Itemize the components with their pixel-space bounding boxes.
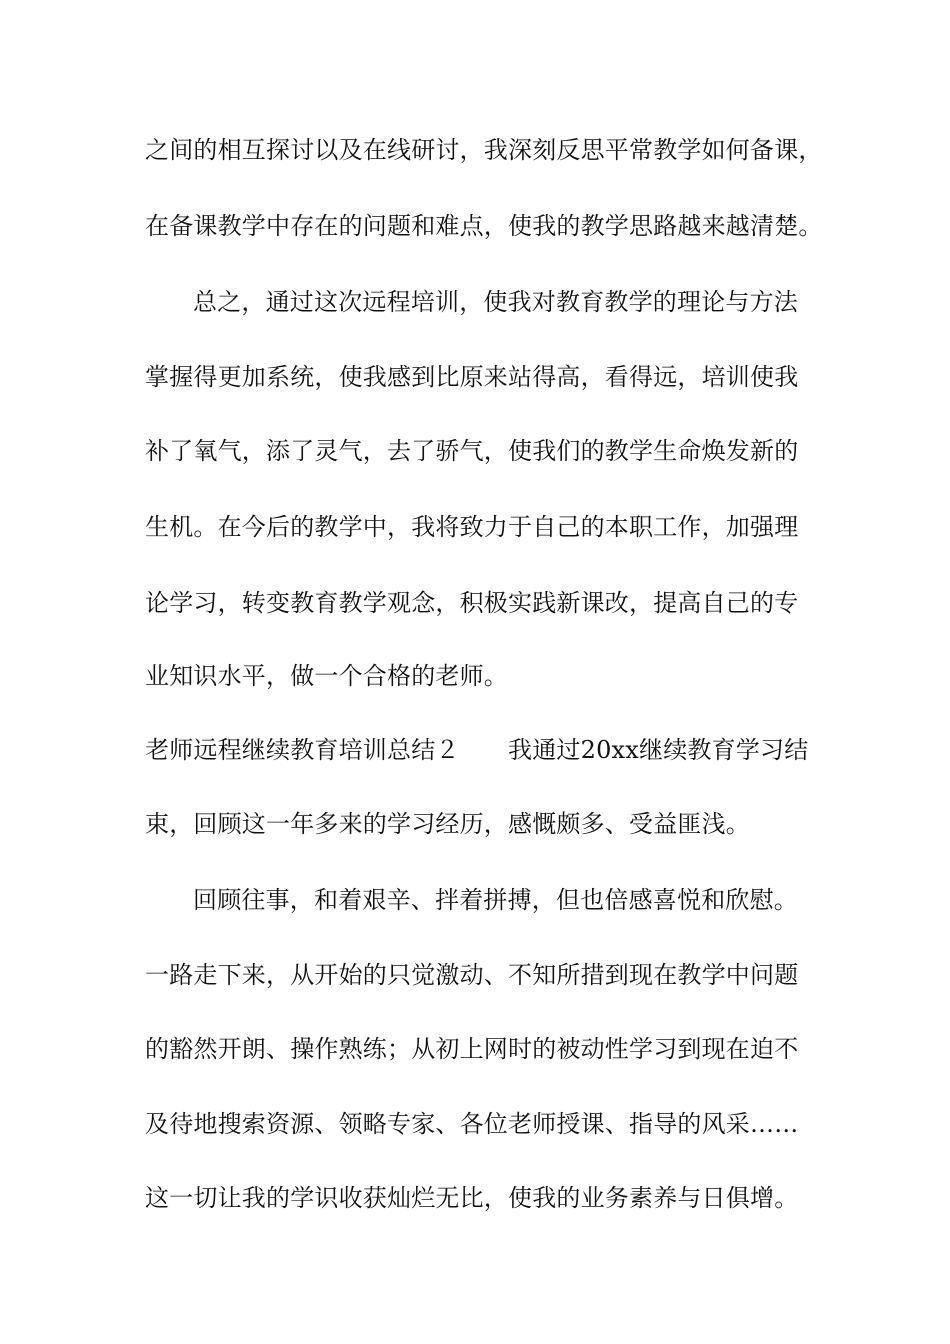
paragraph-line: 生机。在今后的教学中，我将致力于自己的本职工作，加强理 <box>145 513 799 541</box>
paragraph-line: 束，回顾这一年多来的学习经历，感慨颇多、受益匪浅。 <box>145 810 750 838</box>
paragraph-line: 补了氧气，添了灵气，去了骄气，使我们的教学生命焕发新的 <box>145 437 799 465</box>
paragraph-line: 这一切让我的学识收获灿烂无比，使我的业务素养与日俱增。 <box>145 1184 799 1212</box>
paragraph-line: 在备课教学中存在的问题和难点，使我的教学思路越来越清楚。 <box>145 212 823 240</box>
paragraph-line: 一路走下来，从开始的只觉激动、不知所措到现在教学中问题 <box>145 961 799 989</box>
paragraph-line: 回顾往事，和着艰辛、拌着拼搏，但也倍感喜悦和欣慰。 <box>193 886 798 914</box>
section-heading-line: 老师远程继续教育培训总结２ 我通过20xx继续教育学习结 <box>145 736 809 764</box>
paragraph-line: 掌握得更加系统，使我感到比原来站得高，看得远，培训使我 <box>145 363 799 391</box>
paragraph-line: 及待地搜索资源、领略专家、各位老师授课、指导的风采…… <box>145 1110 799 1138</box>
paragraph-line: 的豁然开朗、操作熟练；从初上网时的被动性学习到现在迫不 <box>145 1035 799 1063</box>
paragraph-line: 之间的相互探讨以及在线研讨，我深刻反思平常教学如何备课， <box>145 136 823 164</box>
paragraph-line: 论学习，转变教育教学观念，积极实践新课改，提高自己的专 <box>145 589 799 617</box>
paragraph-line: 总之，通过这次远程培训，使我对教育教学的理论与方法 <box>193 288 798 316</box>
paragraph-line: 业知识水平，做一个合格的老师。 <box>145 662 508 690</box>
